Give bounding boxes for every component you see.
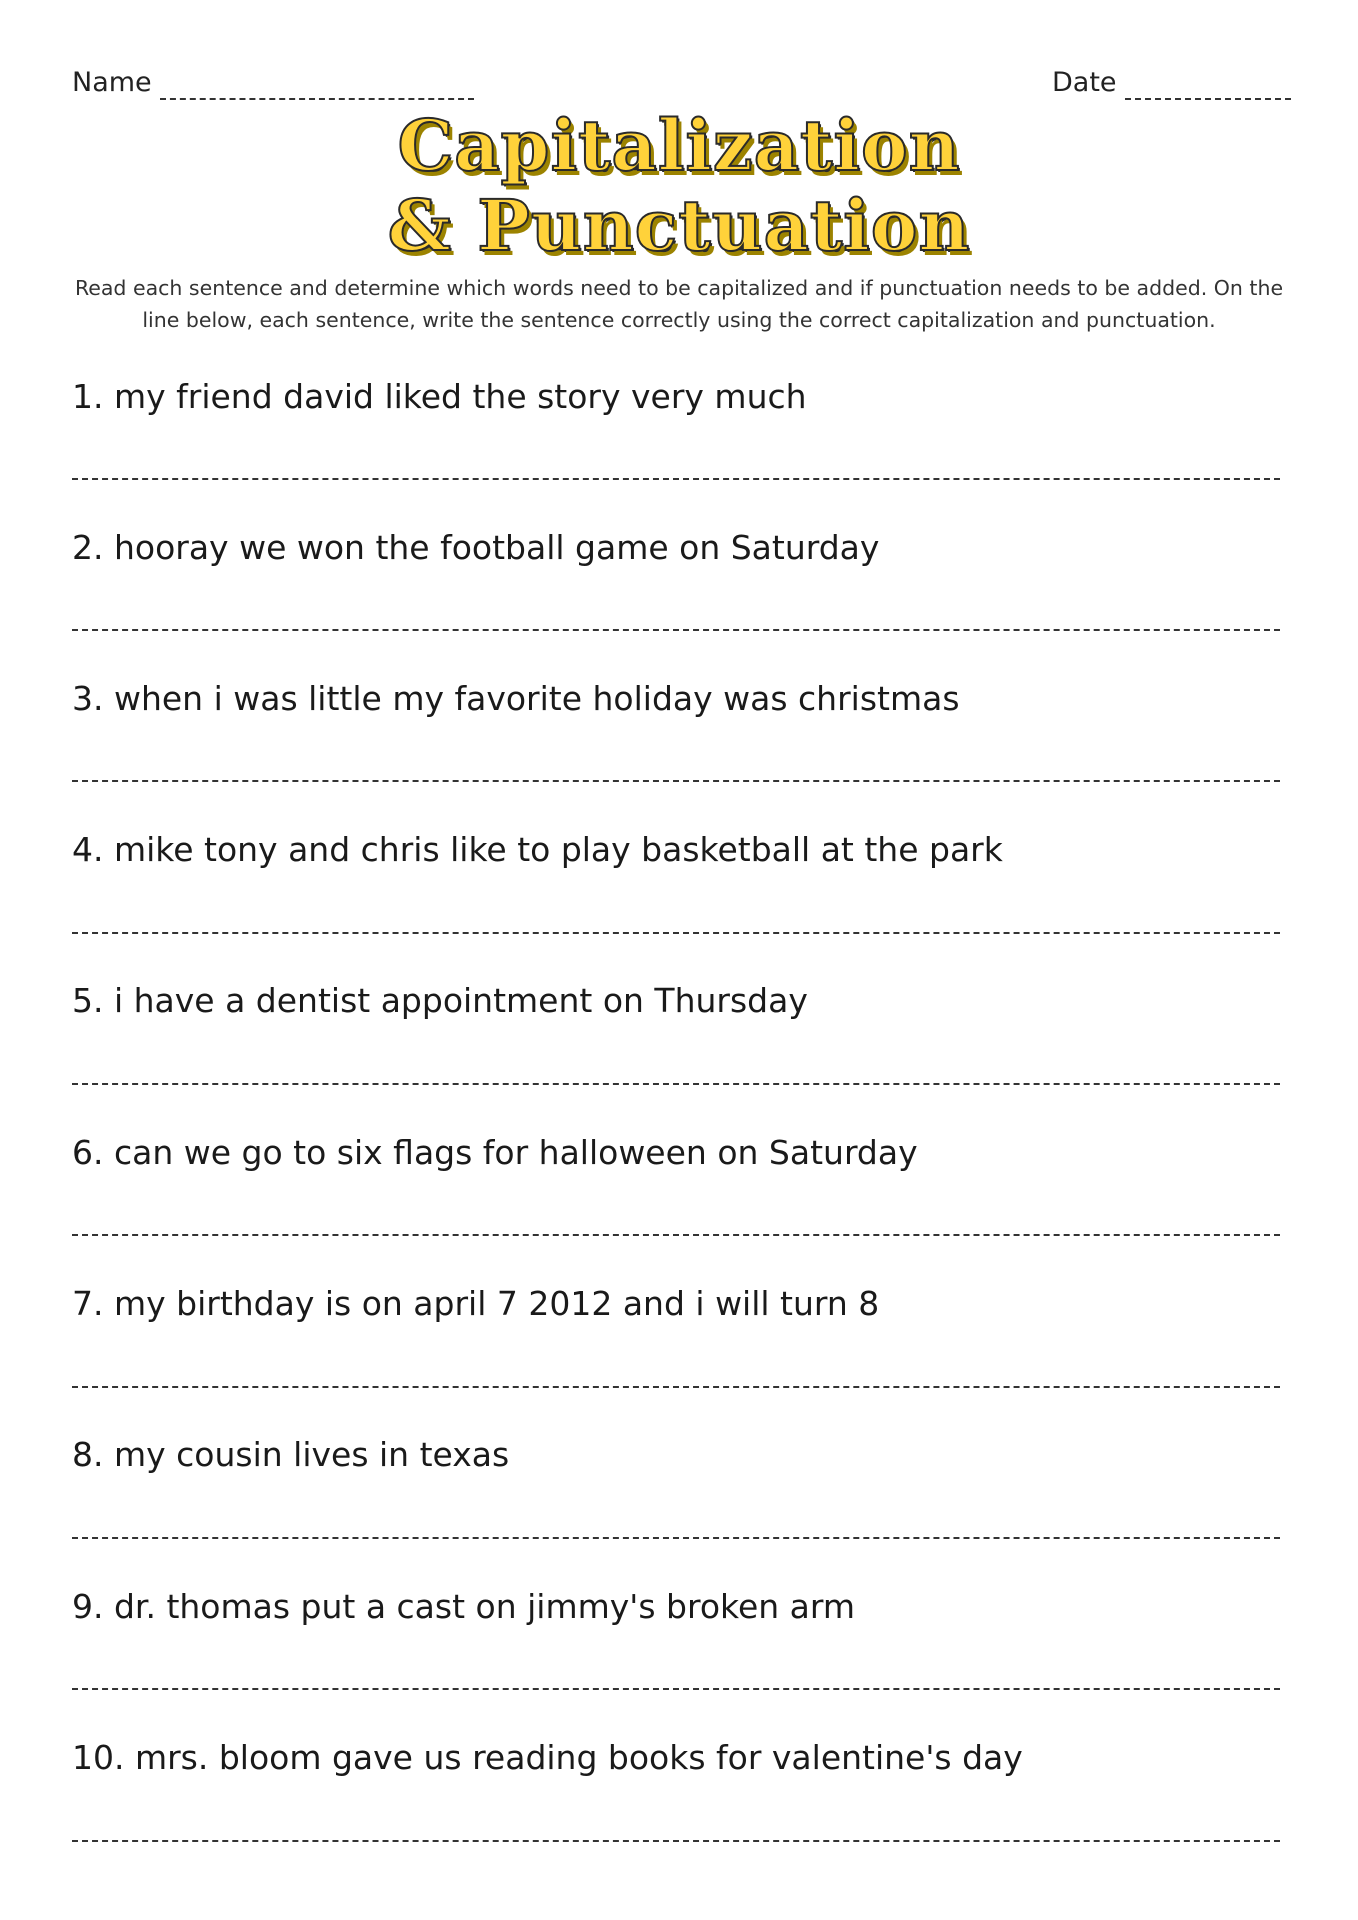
question-6: 6. can we go to six flags for halloween on Saturday <box>72 1133 918 1172</box>
answer-line-6[interactable] <box>72 1234 1280 1236</box>
name-label: Name <box>72 67 152 98</box>
question-3: 3. when i was little my favorite holiday was christmas <box>72 679 960 718</box>
answer-line-5[interactable] <box>72 1083 1280 1085</box>
answer-line-8[interactable] <box>72 1537 1280 1539</box>
answer-line-10[interactable] <box>72 1840 1280 1842</box>
question-2: 2. hooray we won the football game on Saturday <box>72 528 880 567</box>
question-4: 4. mike tony and chris like to play basketball at the park <box>72 830 1003 869</box>
answer-line-1[interactable] <box>72 478 1280 480</box>
worksheet-title-line-2: & Punctuation <box>387 184 971 267</box>
question-7: 7. my birthday is on april 7 2012 and i will turn 8 <box>72 1284 880 1323</box>
instructions: Read each sentence and determine which words need to be capitalized and if punctuation needs to be added. On the line below, each sentence, write the sentence correctly using the correct capitalization and punctuation. <box>74 276 1284 332</box>
question-5: 5. i have a dentist appointment on Thursday <box>72 981 808 1020</box>
question-9: 9. dr. thomas put a cast on jimmy's broken arm <box>72 1587 856 1626</box>
answer-line-2[interactable] <box>72 629 1280 631</box>
question-10: 10. mrs. bloom gave us reading books for valentine's day <box>72 1738 1023 1777</box>
question-1: 1. my friend david liked the story very much <box>72 377 807 416</box>
answer-line-7[interactable] <box>72 1386 1280 1388</box>
answer-line-9[interactable] <box>72 1688 1280 1690</box>
date-blank-line[interactable] <box>1125 74 1291 100</box>
name-blank-line[interactable] <box>160 74 474 100</box>
date-field[interactable] <box>1052 66 1291 100</box>
question-8: 8. my cousin lives in texas <box>72 1435 510 1474</box>
worksheet-title-line-1: Capitalization <box>397 104 961 187</box>
date-label: Date <box>1052 67 1117 98</box>
name-field[interactable] <box>72 66 474 100</box>
answer-line-4[interactable] <box>72 932 1280 934</box>
answer-line-3[interactable] <box>72 780 1280 782</box>
